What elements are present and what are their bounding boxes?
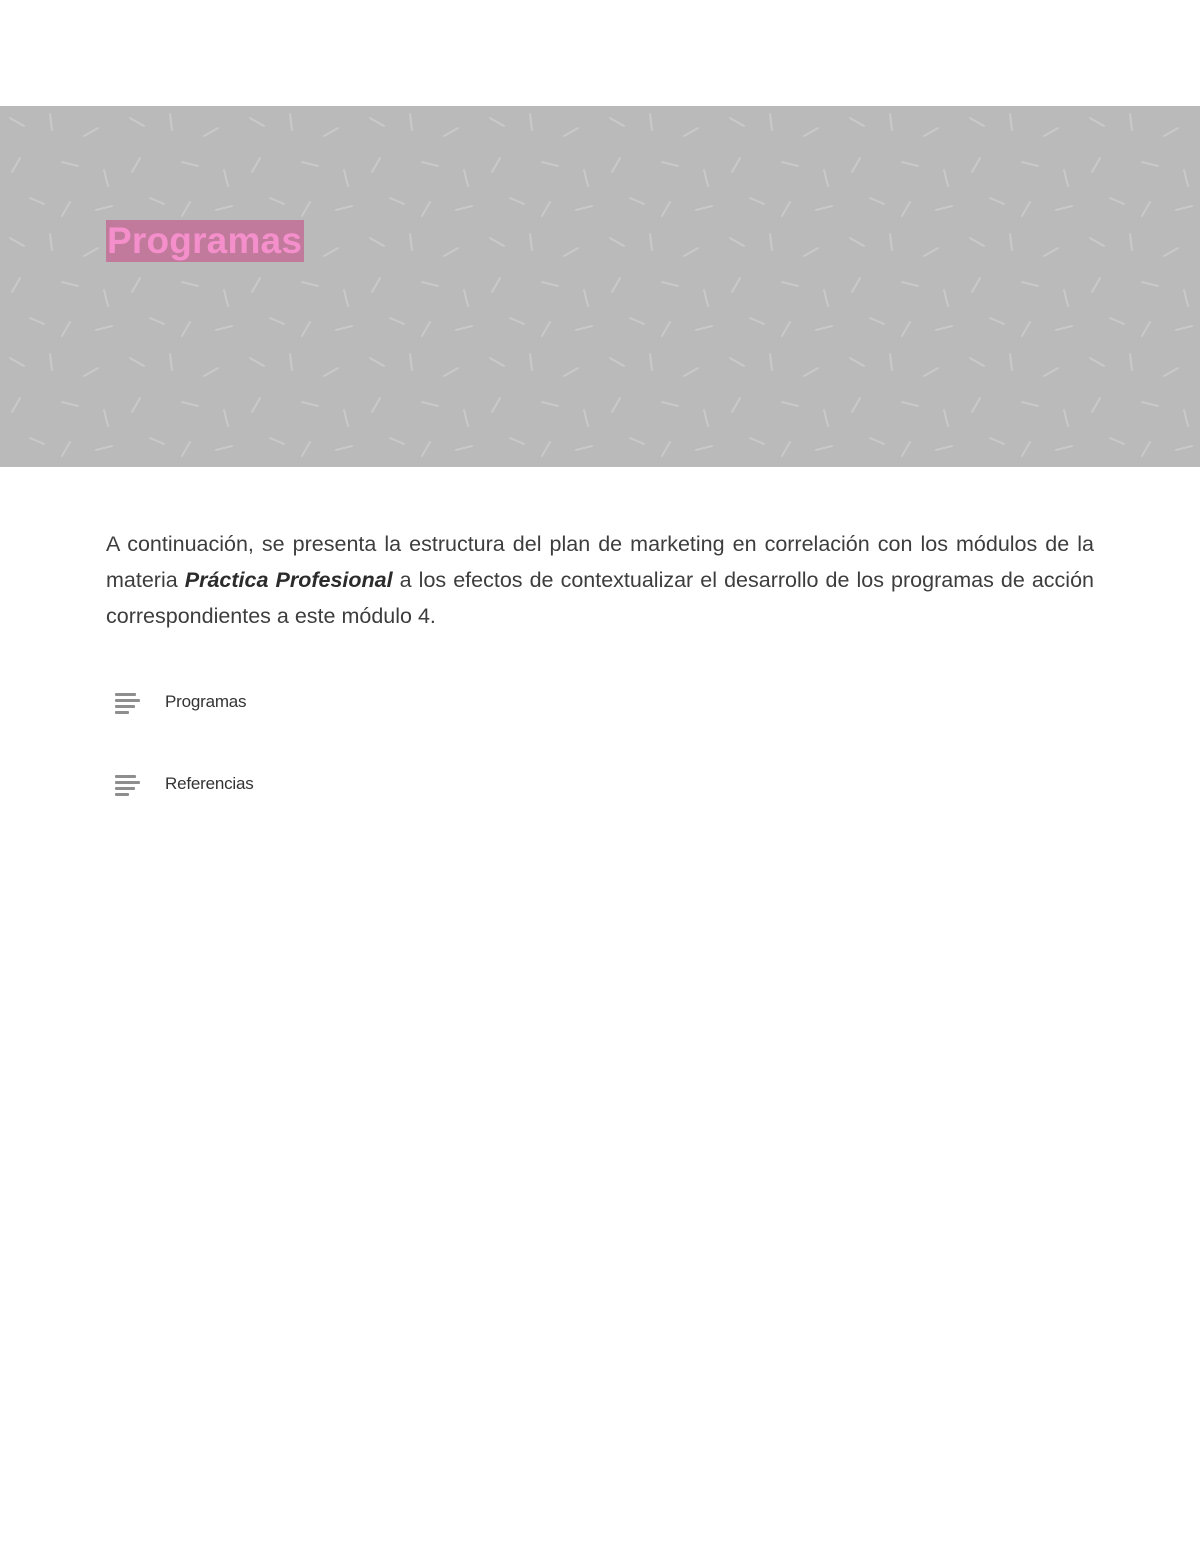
header-banner: [0, 106, 1200, 467]
toc-item-referencias[interactable]: [112, 764, 512, 804]
intro-paragraph: [106, 526, 1094, 634]
intro-text-before: A continuación, se presenta la estructura del plan de marketing en correlación con los módulos de la materia: [106, 532, 1094, 592]
toc-item-label: Programas: [165, 692, 247, 711]
toc-item-label: Referencias: [165, 774, 254, 793]
text-lines-icon: [112, 772, 142, 796]
toc-item-programas[interactable]: [112, 682, 512, 722]
course-name-emphasis: Práctica Profesional: [184, 568, 393, 592]
text-lines-icon: [112, 690, 142, 714]
page-title: Programas: [107, 220, 303, 261]
banner-pattern: [0, 106, 1200, 467]
intro-text-after: a los efectos de contextualizar el desarrollo de los programas de acción correspondientes a este módulo 4.: [106, 568, 1095, 628]
